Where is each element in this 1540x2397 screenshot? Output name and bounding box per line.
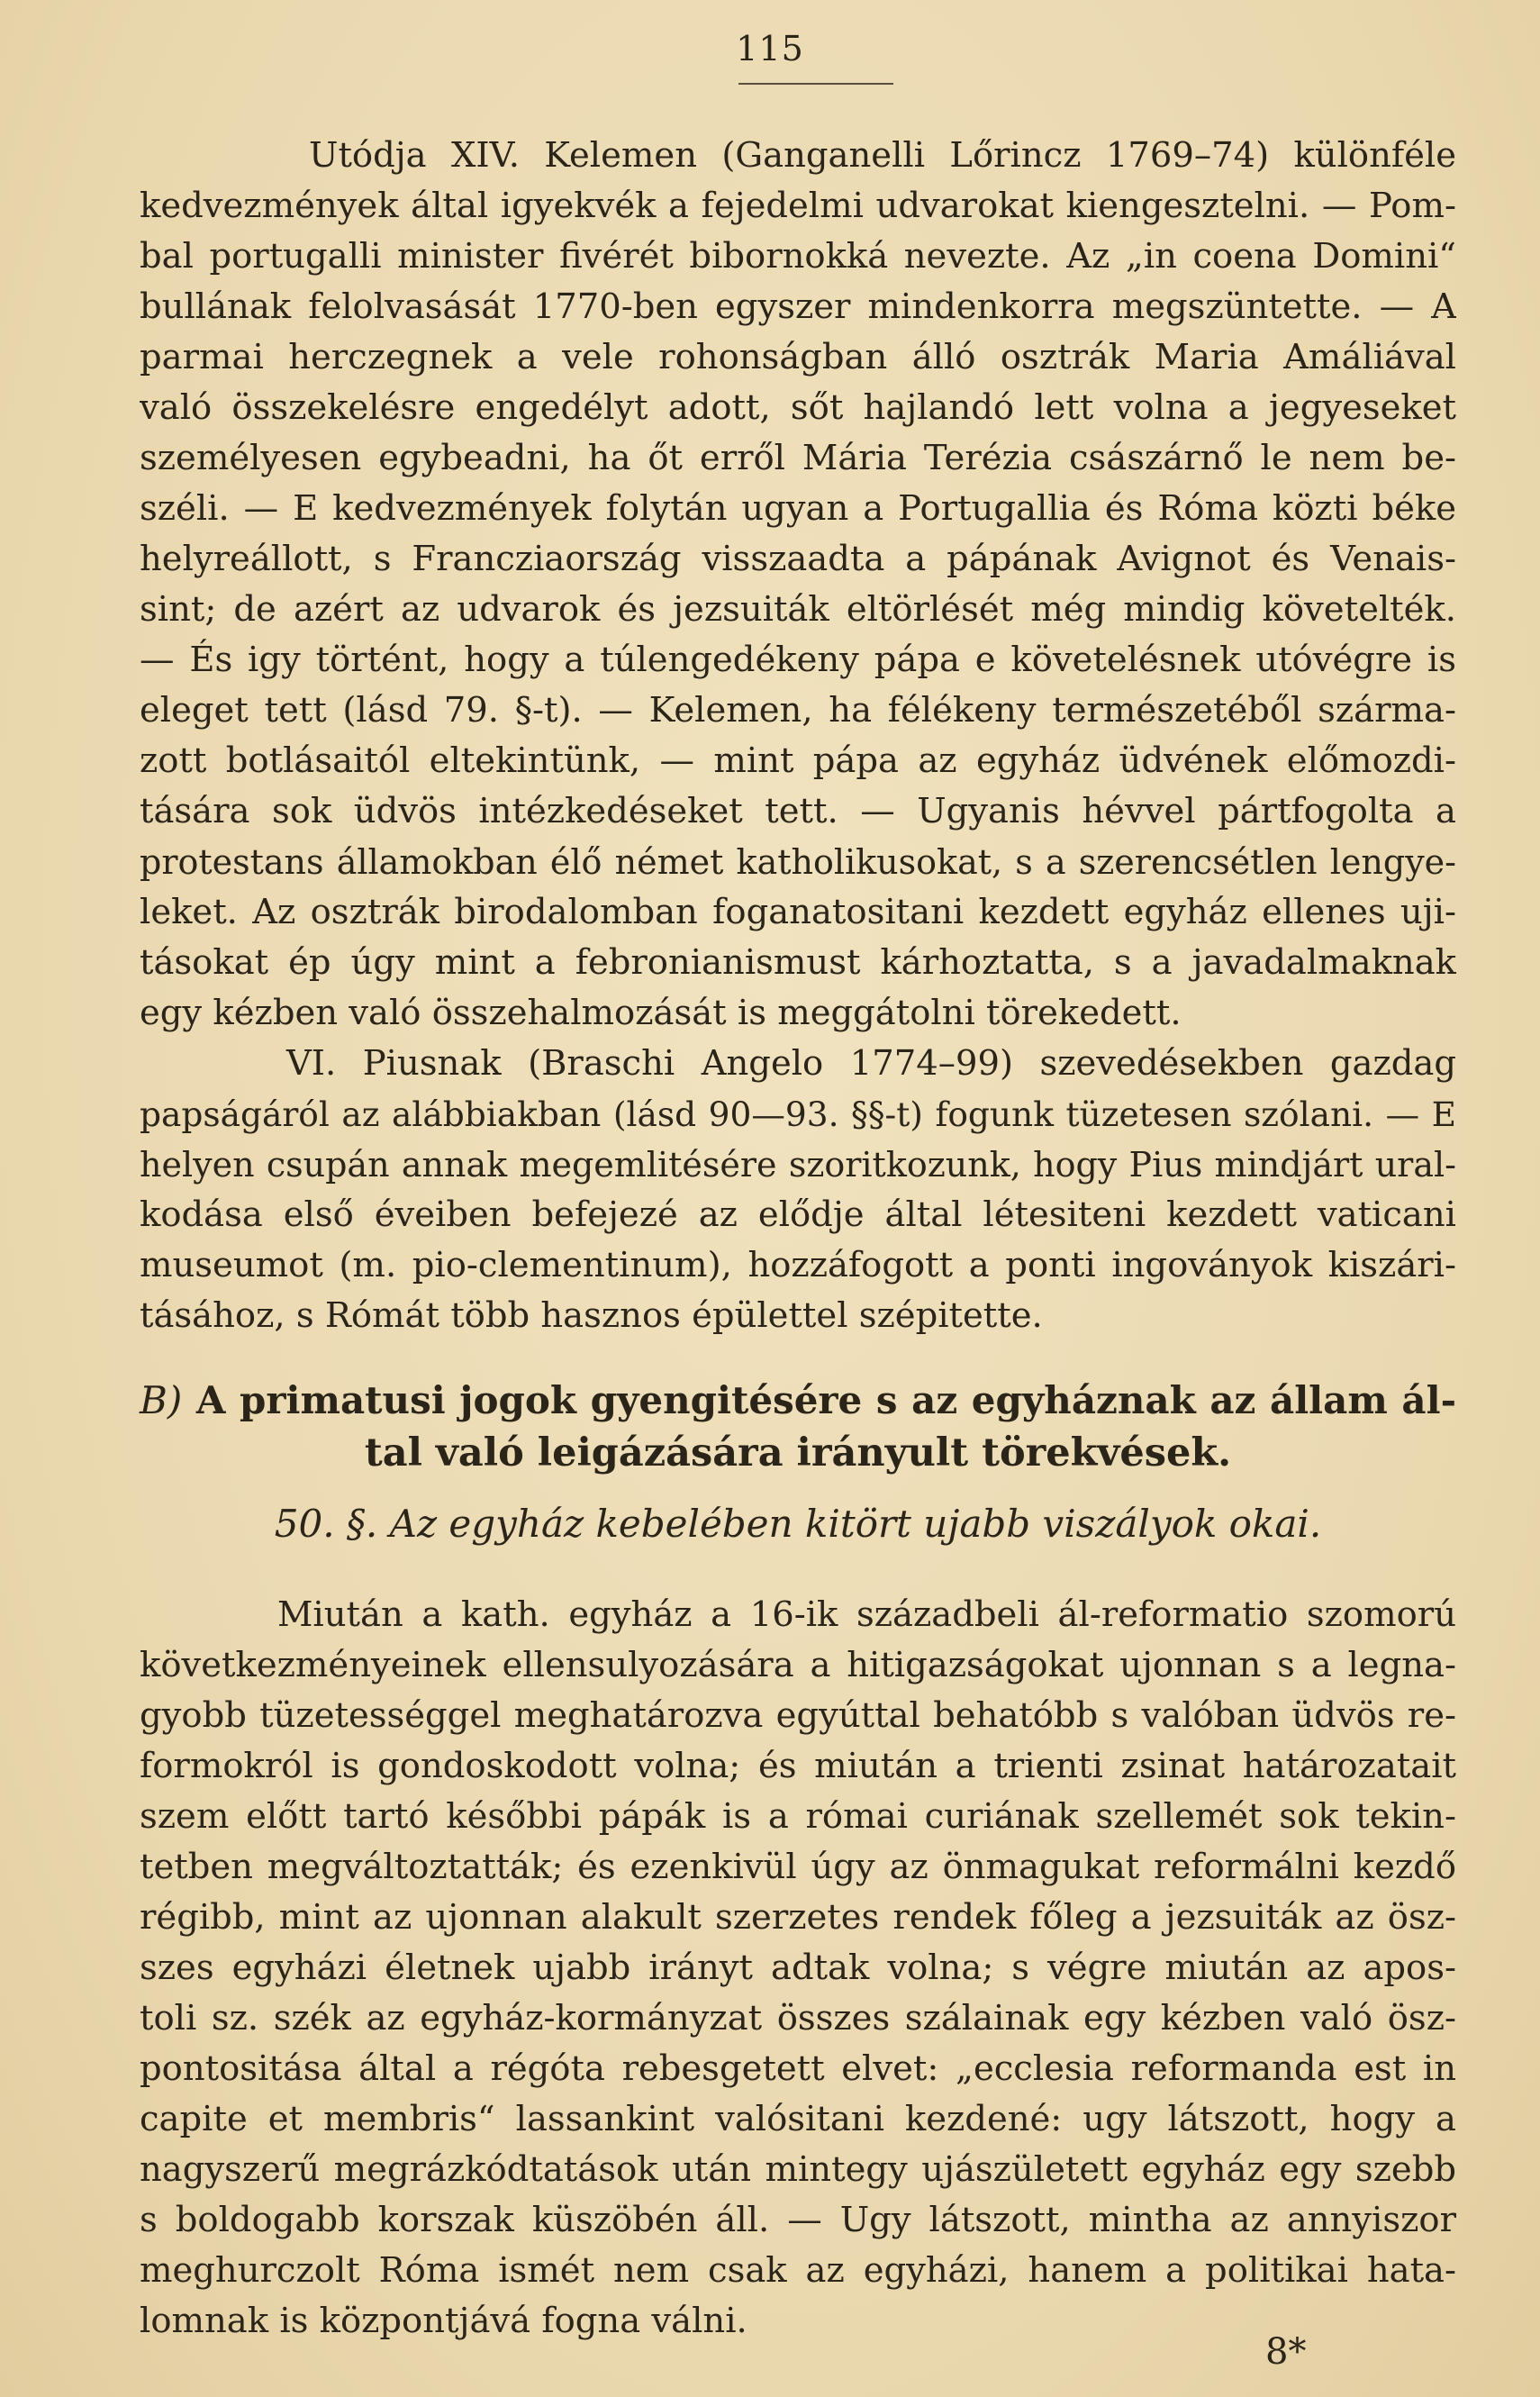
text-line: s boldogabb korszak küszöbén áll. — Ugy látszott, mintha az annyiszor [140,2200,1456,2240]
page-number-rule [738,83,893,85]
text-line: kodása első éveiben befejezé az elődje által létesiteni kezdett vaticani [140,1194,1456,1235]
text-line: tetben megváltoztatták; és ezenkivül úgy az önmagukat reformálni kezdő [140,1847,1456,1887]
text-line: gyobb tüzetességgel meghatározva egyúttal behatóbb s valóban üdvös re- [140,1695,1456,1736]
section-heading-line-1: A primatusi jogok gyengitésére s az egyháznak az állam ál- [195,1378,1456,1422]
signature-mark: 8* [1265,2331,1307,2373]
text-line: meghurczolt Róma ismét nem csak az egyházi, hanem a politikai hata- [140,2250,1456,2291]
text-line: formokról is gondoskodott volna; és miután a trienti zsinat határozatait [140,1746,1456,1786]
text-line: museumot (m. pio-clementinum), hozzáfogott a ponti ingoványok kiszári- [140,1245,1456,1285]
text-line: tásához, s Rómát több hasznos épülettel szépitette. [140,1295,1043,1336]
text-line: Miután a kath. egyház a 16-ik századbeli ál-reformatio szomorú [277,1594,1456,1635]
text-line: való összekelésre engedélyt adott, sőt hajlandó lett volna a jegyeseket [140,387,1456,428]
text-line: parmai herczegnek a vele rohonságban álló osztrák Maria Amáliával [140,337,1456,377]
text-line: helyreállott, s Francziaország visszaadta a pápának Avignot és Venais- [140,539,1456,579]
text-line: tásokat ép úgy mint a febronianismust kárhoztatta, s a javadalmaknak [140,942,1456,983]
text-line: — És igy történt, hogy a túlengedékeny pápa e követelésnek utóvégre is [140,640,1456,680]
text-line: eleget tett (lásd 79. §-t). — Kelemen, ha félékeny természetéből szárma- [140,690,1456,731]
text-line: leket. Az osztrák birodalomban foganatositani kezdett egyház ellenes uji- [140,892,1456,932]
section-heading-line-2: tal való leigázására irányult törekvések. [364,1430,1232,1475]
text-line: zott botlásaitól eltekintünk, — mint pápa az egyház üdvének előmozdi- [140,740,1456,781]
text-line: sint; de azért az udvarok és jezsuiták eltörlését még mindig követelték. [140,589,1456,630]
text-line: protestans államokban élő német katholikusokat, s a szerencsétlen lengye- [140,842,1456,882]
text-line: szes egyházi életnek ujabb irányt adtak volna; s végre miután az apos- [140,1948,1456,1988]
text-line: toli sz. szék az egyház-kormányzat összes szálainak egy kézben való ösz- [140,1998,1456,2038]
text-line: nagyszerű megrázkódtatások után mintegy ujászületett egyház egy szebb [140,2149,1456,2190]
text-line: tására sok üdvös intézkedéseket tett. — Ugyanis hévvel pártfogolta a [140,791,1456,831]
text-line: pontositása által a régóta rebesgetett elvet: „ecclesia reformanda est in [140,2048,1456,2089]
text-line: helyen csupán annak megemlitésére szoritkozunk, hogy Pius mindjárt ural- [140,1145,1456,1185]
text-line: következményeinek ellensulyozására a hitigazságokat ujonnan s a legna- [140,1645,1456,1685]
section-heading-lead: B) [140,1378,183,1422]
text-line: bal portugalli minister fivérét bibornokká nevezte. Az „in coena Domini“ [140,236,1456,277]
text-line: papságáról az alábbiakban (lásd 90—93. §§-t) fogunk tüzetesen szólani. — E [140,1094,1456,1134]
subsection-heading: 50. §. Az egyház kebelében kitört ujabb viszályok okai. [274,1502,1322,1546]
text-line: bullának felolvasását 1770-ben egyszer mindenkorra megszüntette. — A [140,286,1456,327]
text-line: kedvezmények által igyekvék a fejedelmi udvarokat kiengesztelni. — Pom- [140,186,1456,226]
text-line: Utódja XIV. Kelemen (Ganganelli Lőrincz 1769–74) különféle [309,135,1456,176]
text-line: capite et membris“ lassankint valósitani kezdené: ugy látszott, hogy a [140,2099,1456,2139]
text-line: személyesen egybeadni, ha őt erről Mária Terézia császárnő le nem be- [140,438,1456,478]
text-line: VI. Piusnak (Braschi Angelo 1774–99) szevedésekben gazdag [286,1043,1456,1084]
page-number: 115 [736,29,804,68]
text-line: lomnak is központjává fogna válni. [140,2301,747,2341]
text-line: egy kézben való összehalmozását is meggátolni törekedett. [140,993,1182,1033]
text-line: régibb, mint az ujonnan alakult szerzetes rendek főleg a jezsuiták az ösz- [140,1897,1456,1938]
text-line: szem előtt tartó későbbi pápák is a római curiának szellemét sok tekin- [140,1796,1456,1837]
text-line: széli. — E kedvezmények folytán ugyan a Portugallia és Róma közti béke [140,488,1456,529]
